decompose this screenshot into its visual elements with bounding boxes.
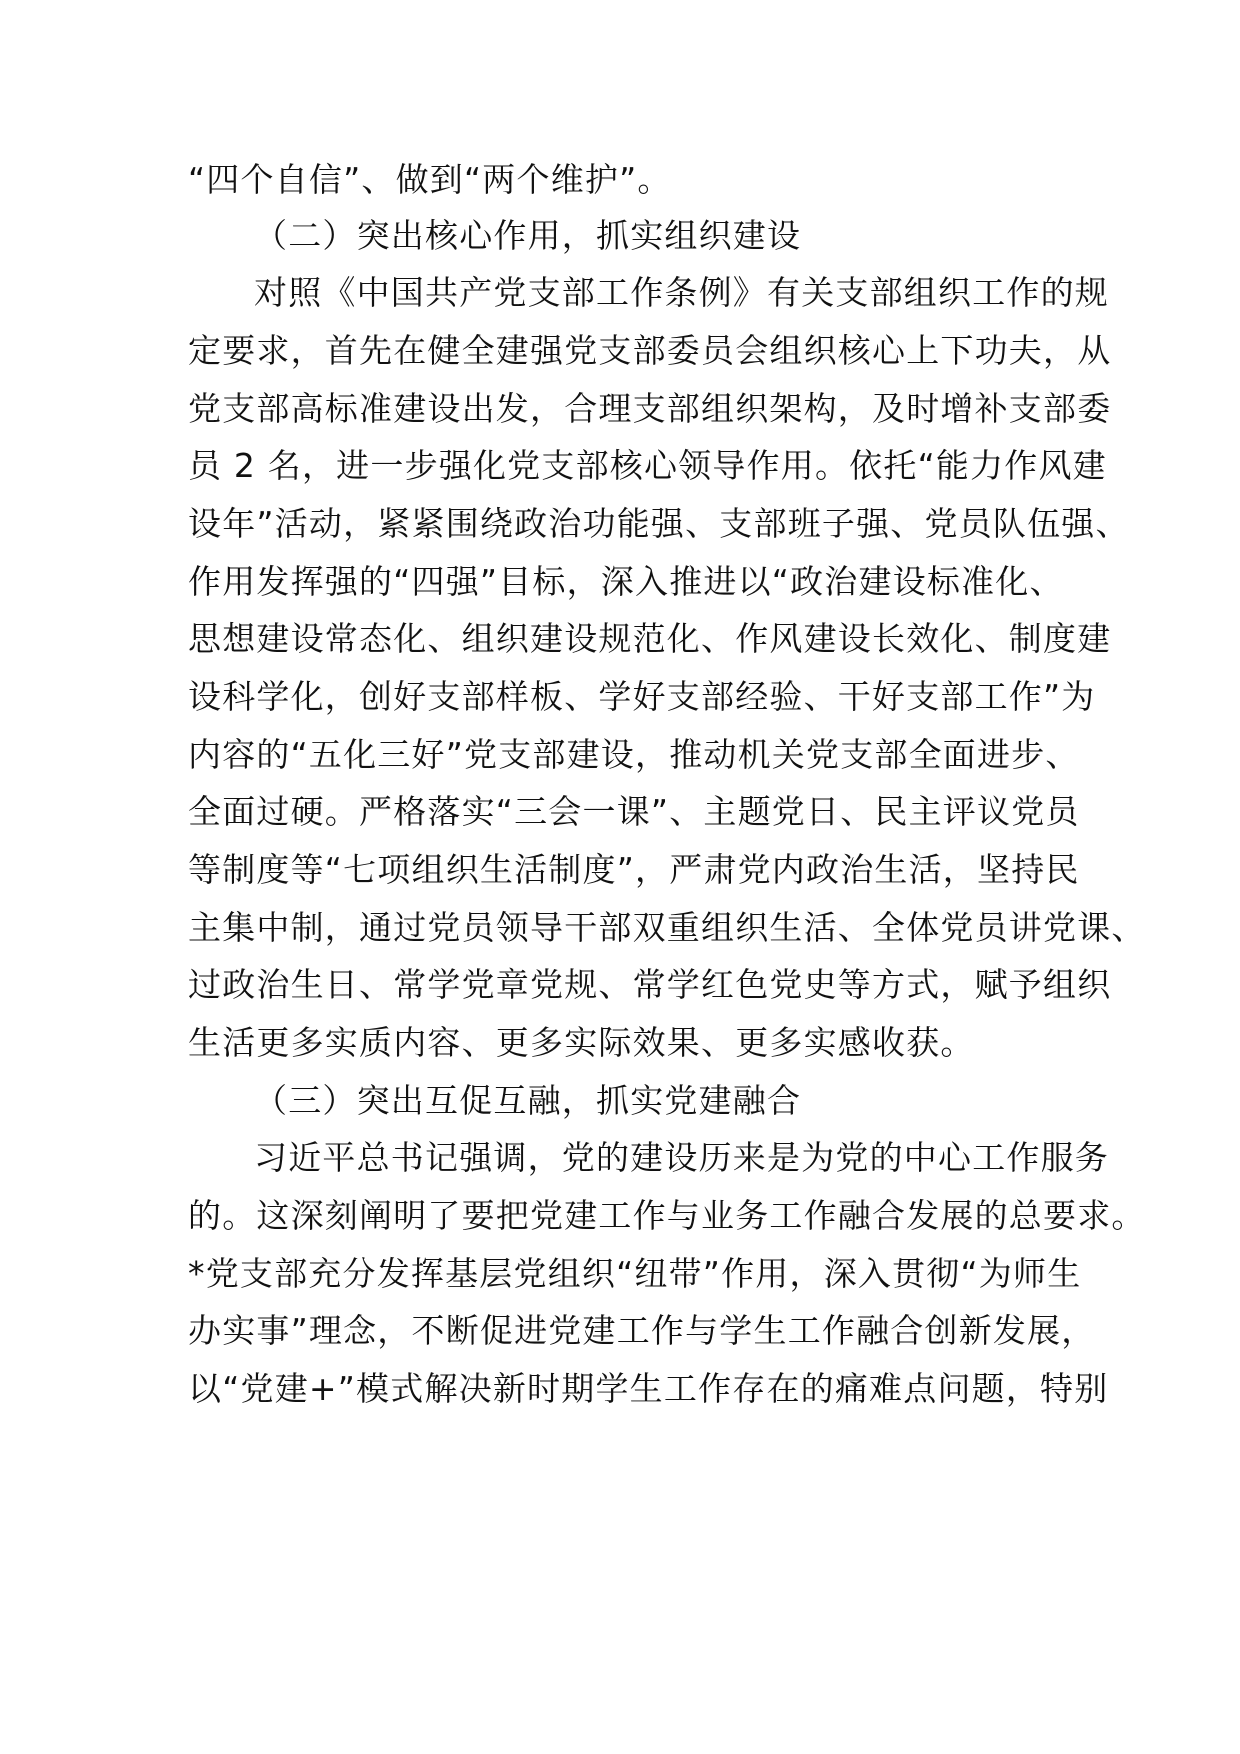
paragraph-line: 对照《中国共产党支部工作条例》有关支部组织工作的规: [254, 273, 1109, 312]
paragraph-line: 定要求，首先在健全建强党支部委员会组织核心上下功夫，从: [188, 331, 1112, 370]
paragraph-line: 过政治生日、常学党章党规、常学红色党史等方式，赋予组织: [188, 965, 1112, 1004]
paragraph-line: 以“党建+”模式解决新时期学生工作存在的痛难点问题，特别: [188, 1369, 1109, 1408]
paragraph-line: 党支部高标准建设出发，合理支部组织架构，及时增补支部委: [188, 389, 1112, 428]
paragraph-line: 的。这深刻阐明了要把党建工作与业务工作融合发展的总要求。: [188, 1196, 1146, 1235]
paragraph-line: 主集中制，通过党员领导干部双重组织生活、全体党员讲党课、: [188, 908, 1146, 947]
paragraph-line: *党支部充分发挥基层党组织“纽带”作用，深入贯彻“为师生: [188, 1254, 1082, 1293]
paragraph-line: 全面过硬。严格落实“三会一课”、主题党日、民主评议党员: [188, 792, 1080, 831]
paragraph-line: 设科学化，创好支部样板、学好支部经验、干好支部工作”为: [188, 677, 1096, 716]
paragraph-line: 设年”活动，紧紧围绕政治功能强、支部班子强、党员队伍强、: [188, 504, 1130, 543]
section-heading: （三）突出互促互融，抓实党建融合: [254, 1081, 802, 1120]
paragraph-line: 等制度等“七项组织生活制度”，严肃党内政治生活，坚持民: [188, 850, 1080, 889]
paragraph-line: 习近平总书记强调，党的建设历来是为党的中心工作服务: [254, 1138, 1109, 1177]
paragraph-line: 办实事”理念，不断促进党建工作与学生工作融合创新发展，: [188, 1311, 1096, 1350]
paragraph-line: 内容的“五化三好”党支部建设，推动机关党支部全面进步、: [188, 735, 1080, 774]
paragraph-line: 员 2 名，进一步强化党支部核心领导作用。依托“能力作风建: [188, 446, 1107, 485]
paragraph-line: 作用发挥强的“四强”目标，深入推进以“政治建设标准化、: [188, 562, 1064, 601]
text-line: “四个自信”、做到“两个维护”。: [188, 160, 672, 199]
section-heading: （二）突出核心作用，抓实组织建设: [254, 216, 802, 255]
paragraph-line: 生活更多实质内容、更多实际效果、更多实感收获。: [188, 1023, 975, 1062]
paragraph-line: 思想建设常态化、组织建设规范化、作风建设长效化、制度建: [188, 619, 1112, 658]
